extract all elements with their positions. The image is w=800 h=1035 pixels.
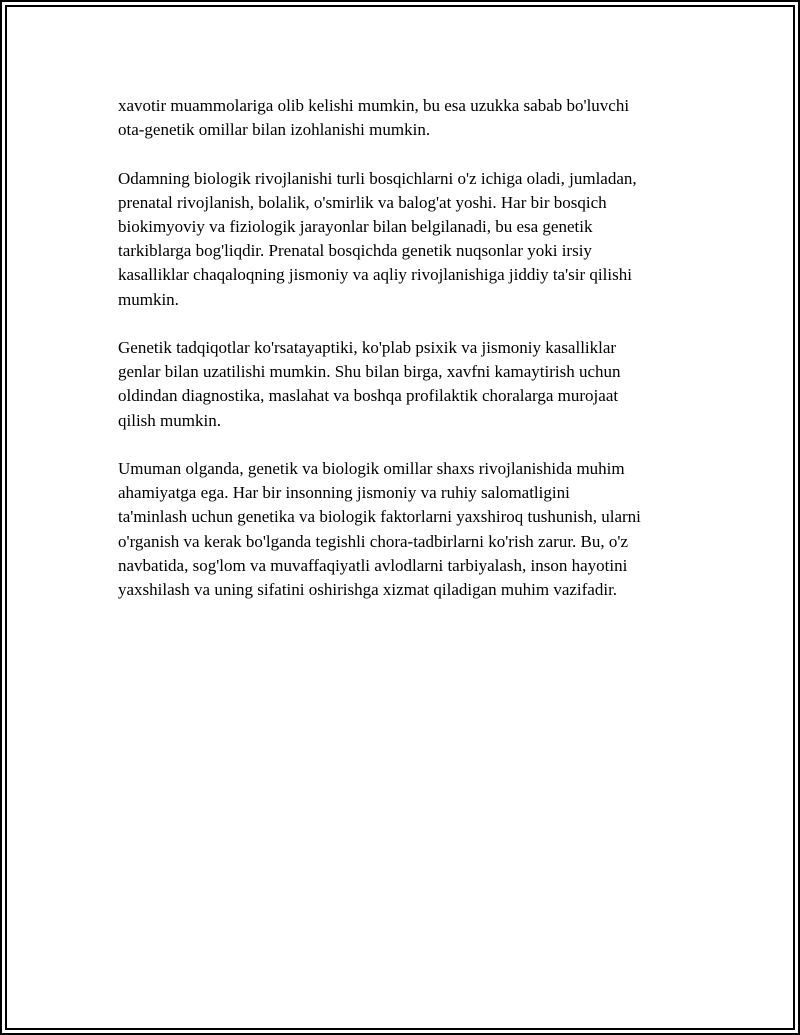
text-line: ota-genetik omillar bilan izohlanishi mumkin. [118, 120, 431, 140]
text-line: kasalliklar chaqaloqning jismoniy va aqliy rivojlanishiga jiddiy ta'sir qilishi [118, 265, 632, 285]
text-line: Genetik tadqiqotlar ko'rsatayaptiki, ko'plab psixik va jismoniy kasalliklar [118, 338, 617, 357]
text-line: Umuman olganda, genetik va biologik omillar shaxs rivojlanishida muhim [118, 459, 625, 478]
text-line: navbatida, sog'lom va muvaffaqiyatli avlodlarni tarbiyalash, inson hayotini [118, 555, 628, 575]
text-line: Odamning biologik rivojlanishi turli bosqichlarni o'z ichiga oladi, jumladan, [118, 168, 637, 188]
text-line: tarkiblarga bog'liqdir. Prenatal bosqichda genetik nuqsonlar yoki irsiy [118, 241, 592, 261]
paragraph-4 [118, 457, 698, 602]
text-line: oldindan diagnostika, maslahat va boshqa profilaktik choralarga murojaat [118, 386, 619, 406]
document-body [118, 94, 698, 626]
text-line: qilish mumkin. [118, 410, 221, 430]
paragraph-3 [118, 336, 698, 433]
text-line: ta'minlash uchun genetika va biologik faktorlarni yaxshiroq tushunish, ularni [118, 507, 641, 527]
text-line: prenatal rivojlanish, bolalik, o'smirlik va balog'at yoshi. Har bir bosqich [118, 192, 607, 212]
paragraph-1 [118, 94, 698, 142]
paragraph-2 [118, 167, 698, 312]
text-line: o'rganish va kerak bo'lganda tegishli chora-tadbirlarni ko'rish zarur. Bu, o'z [118, 531, 628, 551]
text-line: yaxshilash va uning sifatini oshirishga xizmat qiladigan muhim vazifadir. [118, 580, 618, 600]
text-line: mumkin. [118, 289, 179, 309]
text-line: biokimyoviy va fiziologik jarayonlar bilan belgilanadi, bu esa genetik [118, 217, 593, 236]
text-line: genlar bilan uzatilishi mumkin. Shu bilan birga, xavfni kamaytirish uchun [118, 362, 621, 382]
text-line: ahamiyatga ega. Har bir insonning jismoniy va ruhiy salomatligini [118, 483, 570, 503]
text-line: xavotir muammolariga olib kelishi mumkin, bu esa uzukka sabab bo'luvchi [118, 96, 630, 115]
